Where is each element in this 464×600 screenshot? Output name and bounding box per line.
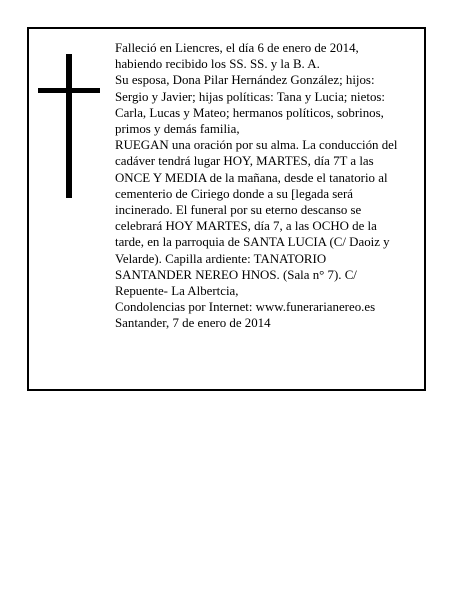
latin-cross-icon	[38, 54, 100, 198]
notice-line: tarde, en la parroquia de SANTA LUCIA (C/ Daoiz y	[115, 235, 390, 250]
notice-line: Sergio y Javier; hijas políticas: Tana y Lucia; nietos:	[115, 89, 385, 104]
notice-text	[115, 40, 419, 332]
notice-line: habiendo recibido los SS. SS. y la B. A.	[115, 57, 320, 72]
notice-line: Carla, Lucas y Mateo; hermanos políticos, sobrinos,	[115, 105, 384, 120]
notice-line: ONCE Y MEDIA de la mañana, desde el tanatorio al	[115, 170, 388, 185]
notice-line: SANTANDER NEREO HNOS. (Sala n° 7). C/	[115, 267, 357, 282]
notice-line: primos y demás familia,	[115, 122, 240, 137]
notice-line: Condolencias por Internet: www.funerarianereo.es	[115, 300, 376, 315]
cross-vertical-bar	[66, 54, 72, 198]
notice-line: celebrará HOY MARTES, día 7, a las OCHO de la	[115, 219, 377, 234]
notice-line: Falleció en Liencres, el día 6 de enero de 2014,	[115, 41, 359, 55]
notice-line: cadáver tendrá lugar HOY, MARTES, día 7T a las	[115, 154, 374, 169]
notice-line: cementerio de Ciriego donde a su [legada será	[115, 186, 354, 201]
notice-line: Santander, 7 de enero de 2014	[115, 316, 271, 331]
obituary-notice	[27, 27, 426, 391]
notice-line: incinerado. El funeral por su eterno descanso se	[115, 203, 362, 218]
notice-line: Velarde). Capilla ardiente: TANATORIO	[115, 251, 327, 266]
notice-line: Su esposa, Dona Pilar Hernández González; hijos:	[115, 73, 375, 88]
notice-line: RUEGAN una oración por su alma. La conducción del	[115, 138, 398, 153]
notice-line: Repuente- La Albertcia,	[115, 284, 239, 299]
cross-horizontal-bar	[38, 88, 100, 93]
